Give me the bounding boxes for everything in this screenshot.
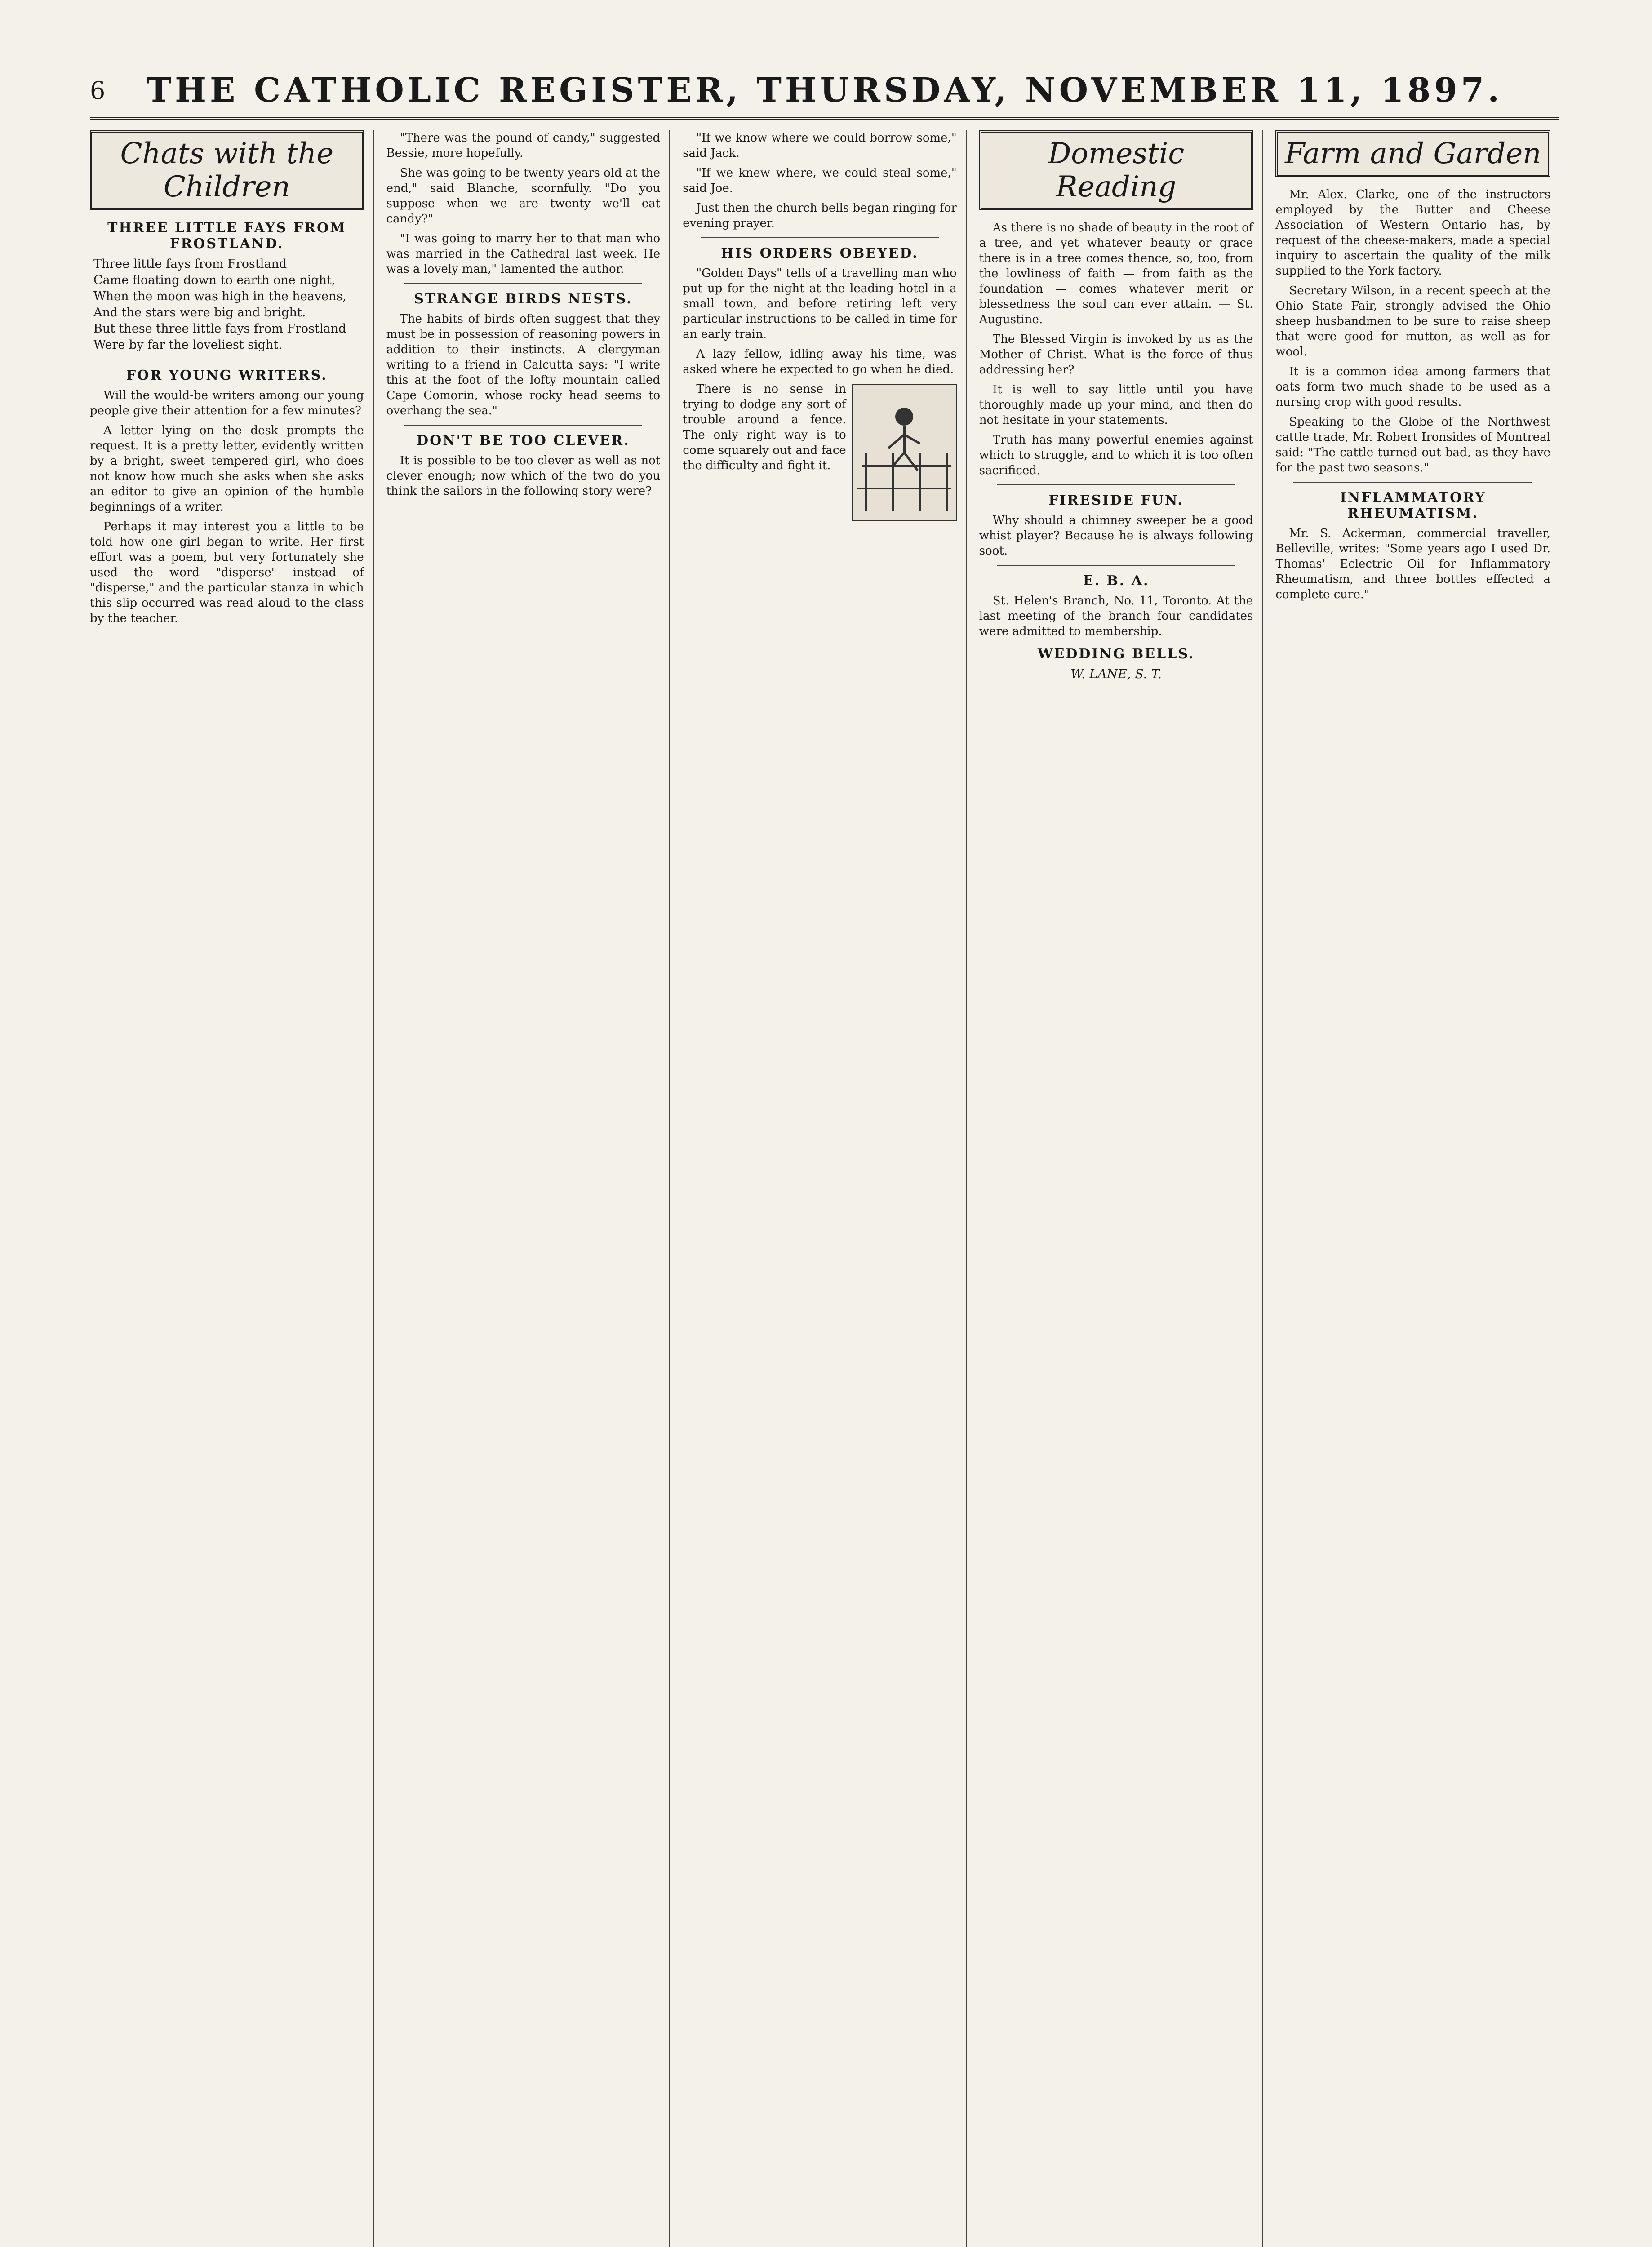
page-header <box>90 67 1559 120</box>
paragraph: Secretary Wilson, in a recent speech at the Ohio State Fair, strongly advised the Ohio sheep husbandmen to be sure to raise sheep that were good for mutton, as well as for wool. <box>1275 284 1550 359</box>
department-header <box>90 130 364 210</box>
department-title: Domestic Reading <box>1048 137 1185 204</box>
paragraph: "If we knew where, we could steal some," said Joe. <box>683 166 957 195</box>
article-title: WEDDING BELLS. <box>1037 646 1195 662</box>
paragraph: Truth has many powerful enemies against which to struggle, and to which it is too often sacrificed. <box>979 433 1253 477</box>
columns <box>90 130 1559 2247</box>
masthead: THE CATHOLIC REGISTER, THURSDAY, NOVEMBER 11, 1897. <box>147 71 1503 110</box>
paragraph: "I was going to marry her to that man who was married in the Cathedral last week. He was a lovely man," lamented the author. <box>386 232 661 276</box>
department-title: Farm and Garden <box>1284 137 1541 170</box>
paragraph: It is well to say little until you have thoroughly made up your mind, and then do not hesitate in your statements. <box>979 383 1253 427</box>
article-title: HIS ORDERS OBEYED. <box>721 245 919 261</box>
divider <box>404 425 643 426</box>
poem-title: THREE LITTLE FAYS FROM FROSTLAND. <box>107 220 346 252</box>
divider <box>1293 482 1532 483</box>
department-header <box>979 130 1253 210</box>
divider <box>997 565 1235 566</box>
paragraph: Speaking to the Globe of the Northwest cattle trade, Mr. Robert Ironsides of Montreal said: "The cattle turned out bad, as they have for the past two seasons." <box>1275 415 1550 475</box>
article-title: FIRESIDE FUN. <box>1048 493 1184 508</box>
department-header <box>1275 130 1550 177</box>
page-number: 6 <box>90 76 106 105</box>
divider <box>404 283 643 284</box>
paragraph: Mr. Alex. Clarke, one of the instructors employed by the Butter and Cheese Association of Western Ontario has, by request of the cheese-makers, made a special inquiry to ascertain the quality of the milk supplied to the York factory. <box>1275 188 1550 278</box>
divider <box>701 237 939 238</box>
department-title: Chats with the Children <box>120 137 334 204</box>
paragraph: Mr. S. Ackerman, commercial traveller, Belleville, writes: "Some years ago I used Dr. Thomas' Eclectric Oil for Inflammatory Rheumatism, and three bottles effected a complete cure." <box>1275 527 1550 601</box>
signature: W. LANE, S. T. <box>1070 666 1162 681</box>
paragraph: "Golden Days" tells of a travelling man who put up for the night at the leading hotel in a small town, and before retiring left very particular instructions to be called in time for an early train. <box>683 266 957 341</box>
divider <box>997 484 1235 485</box>
paragraph: "If we know where we could borrow some," said Jack. <box>683 131 957 160</box>
paragraph: It is possible to be too clever as well as not clever enough; now which of the two do you think the sailors in the following story were? <box>386 454 661 498</box>
column-4 <box>979 130 1263 2247</box>
paragraph: There is no sense in trying to dodge any sort of trouble around a fence. The only right way is to come squarely out and face the difficulty and fight it. <box>683 382 846 472</box>
article-title: DON'T BE TOO CLEVER. <box>417 433 630 449</box>
paragraph: A letter lying on the desk prompts the request. It is a pretty letter, evidently written by a bright, sweet tempered girl, who does not know how much she asks when she asks an editor to give an opinion of the humble beginnings of a writer. <box>90 424 364 514</box>
paragraph: St. Helen's Branch, No. 11, Toronto. At the last meeting of the branch four candidates were admitted to membership. <box>979 594 1253 638</box>
paragraph: Why should a chimney sweeper be a good whist player? Because he is always following soot. <box>979 514 1253 558</box>
man-climbing-fence-illustration <box>852 384 957 521</box>
paragraph: Will the would-be writers among our young people give their attention for a few minutes? <box>90 389 364 417</box>
paragraph: It is a common idea among farmers that oats form two much shade to be used as a nursing crop with good results. <box>1275 365 1550 409</box>
column-2 <box>386 130 671 2247</box>
article-title: INFLAMMATORY RHEUMATISM. <box>1340 490 1486 521</box>
paragraph: Just then the church bells began ringing for evening prayer. <box>683 201 957 230</box>
paragraph: Perhaps it may interest you a little to be told how one girl began to write. Her first effort was a poem, but very fortunately she used the word "disperse" instead of "disperse," and the particular stanza in which this slip occurred was read aloud to the class by the teacher. <box>90 520 364 625</box>
paragraph: As there is no shade of beauty in the root of a tree, and yet whatever beauty or grace there is in a tree comes thence, so, too, from the lowliness of faith — from faith as the foundation — comes whatever merit or blessedness the soul can ever attain. — St. Augustine. <box>979 221 1253 326</box>
paragraph: "There was the pound of candy," suggested Bessie, more hopefully. <box>386 131 661 160</box>
column-5 <box>1275 130 1559 2247</box>
column-1 <box>90 130 374 2247</box>
paragraph: The habits of birds often suggest that they must be in possession of reasoning powers in addition to their instincts. A clergyman writing to a friend in Calcutta says: "I write this at the foot of the lofty mountain called Cape Comorin, whose rocky head seems to overhang the sea." <box>386 312 661 417</box>
paragraph: She was going to be twenty years old at the end," said Blanche, scornfully. "Do you suppose when we are twenty we'll eat candy?" <box>386 166 661 226</box>
paragraph: A lazy fellow, idling away his time, was asked where he expected to go when he died. <box>683 347 957 376</box>
article-title: E. B. A. <box>1083 573 1150 589</box>
column-3 <box>683 130 967 2247</box>
poem: Three little fays from Frostland Came floating down to earth one night, When the moon was high in the heavens, And the stars were big and bright. But these three little fays from Frostland Were by far the loveliest sight. <box>93 257 346 352</box>
article-title: STRANGE BIRDS NESTS. <box>414 291 633 307</box>
article-title: FOR YOUNG WRITERS. <box>126 368 328 383</box>
paragraph: The Blessed Virgin is invoked by us as the Mother of Christ. What is the force of thus addressing her? <box>979 333 1253 377</box>
fence-illustration-icon <box>853 385 956 520</box>
